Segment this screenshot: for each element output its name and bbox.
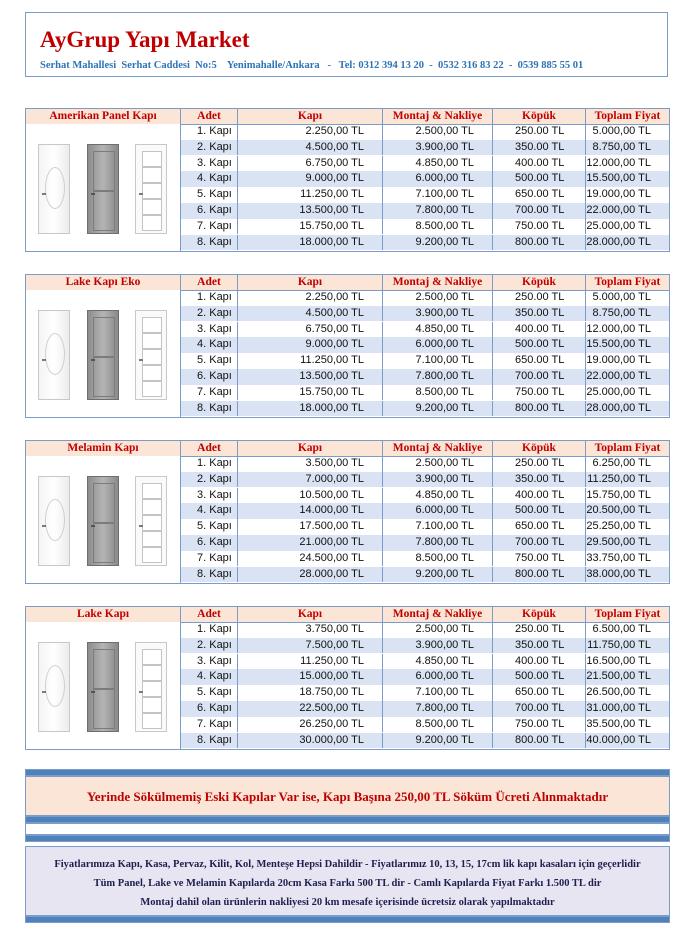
cell-total-price: 15.500,00 TL	[586, 338, 651, 351]
table-row	[181, 203, 669, 219]
cell-kopuk-price: 500.00 TL	[493, 337, 586, 353]
column-header: Kapı	[238, 275, 383, 290]
cell-adet: 5. Kapı	[181, 519, 238, 535]
store-header	[25, 12, 668, 77]
cell-kapi-price: 26.250,00 TL	[238, 717, 383, 733]
table-body	[181, 290, 669, 417]
cell-adet: 4. Kapı	[181, 669, 238, 685]
cell-montaj-price: 3.900,00 TL	[383, 140, 493, 156]
cell-adet: 1. Kapı	[181, 622, 238, 638]
cell-total-price: 28.000,00 TL	[586, 401, 651, 414]
table-row	[181, 290, 669, 306]
table-header-row	[26, 275, 669, 291]
cell-total-price: 8.750,00 TL	[592, 140, 651, 153]
cell-total-price: 29.500,00 TL	[586, 536, 651, 548]
cell-kopuk-price: 400.00 TL	[493, 654, 586, 670]
cell-montaj-price: 8.500,00 TL	[383, 717, 493, 733]
cell-kapi-price: 14.000,00 TL	[238, 503, 383, 519]
cell-total-price: 21.500,00 TL	[586, 670, 651, 683]
table-body	[181, 124, 669, 251]
cell-kapi-price: 15.750,00 TL	[238, 219, 383, 235]
cell-total-price: 5.000,00 TL	[592, 291, 651, 303]
cell-adet: 4. Kapı	[181, 503, 238, 519]
cell-montaj-price: 4.850,00 TL	[383, 322, 493, 338]
info-line: Tüm Panel, Lake ve Melamin Kapılarda 20cm Kasa Farkı 500 TL dir - Camlı Kapılarda Fiyat Farkı 1.500 TL dir	[93, 878, 602, 889]
cell-total-price: 25.000,00 TL	[586, 385, 651, 398]
cell-total-price: 25.250,00 TL	[586, 520, 651, 533]
cell-kapi-price: 3.500,00 TL	[238, 456, 383, 472]
cell-kopuk-price: 400.00 TL	[493, 156, 586, 172]
info-box	[25, 846, 670, 916]
cell-adet: 1. Kapı	[181, 124, 238, 140]
cell-adet: 6. Kapı	[181, 701, 238, 717]
cell-kopuk-price: 500.00 TL	[493, 503, 586, 519]
cell-kapi-price: 11.250,00 TL	[238, 187, 383, 203]
column-header: Kapı	[238, 607, 383, 622]
cell-kopuk-price: 700.00 TL	[493, 369, 586, 385]
cell-kopuk-price: 800.00 TL	[493, 235, 586, 251]
price-table	[25, 440, 670, 584]
cell-kopuk-price: 650.00 TL	[493, 353, 586, 369]
cell-kopuk-price: 750.00 TL	[493, 385, 586, 401]
cell-kopuk-price: 350.00 TL	[493, 140, 586, 156]
table-row	[181, 322, 669, 338]
cell-adet: 2. Kapı	[181, 306, 238, 322]
cell-adet: 5. Kapı	[181, 187, 238, 203]
price-table	[25, 274, 670, 418]
divider-band	[25, 916, 670, 923]
table-row	[181, 219, 669, 235]
cell-adet: 8. Kapı	[181, 235, 238, 251]
white-door-image	[38, 476, 70, 566]
cell-montaj-price: 8.500,00 TL	[383, 385, 493, 401]
cell-montaj-price: 2.500,00 TL	[383, 290, 493, 306]
grey-door-image	[87, 476, 119, 566]
column-header: Toplam Fiyat	[594, 442, 661, 454]
product-name: Amerikan Panel Kapı	[26, 109, 181, 124]
cell-total-price: 12.000,00 TL	[586, 156, 651, 169]
white-door-image	[38, 310, 70, 400]
table-header-row	[26, 441, 669, 457]
cell-kapi-price: 7.000,00 TL	[238, 472, 383, 488]
cell-kopuk-price: 800.00 TL	[493, 733, 586, 749]
cell-kapi-price: 28.000,00 TL	[238, 567, 383, 583]
table-row	[181, 638, 669, 654]
store-title: AyGrup Yapı Market	[40, 27, 250, 52]
cell-montaj-price: 7.800,00 TL	[383, 369, 493, 385]
cell-montaj-price: 6.000,00 TL	[383, 669, 493, 685]
table-row	[181, 622, 669, 638]
cell-kopuk-price: 650.00 TL	[493, 685, 586, 701]
price-table	[25, 108, 670, 252]
table-row	[181, 337, 669, 353]
cell-montaj-price: 7.100,00 TL	[383, 187, 493, 203]
grey-door-image	[87, 642, 119, 732]
cell-montaj-price: 9.200,00 TL	[383, 235, 493, 251]
cell-montaj-price: 7.800,00 TL	[383, 203, 493, 219]
table-row	[181, 717, 669, 733]
cell-kopuk-price: 650.00 TL	[493, 519, 586, 535]
cell-kapi-price: 30.000,00 TL	[238, 733, 383, 749]
info-line: Fiyatlarımıza Kapı, Kasa, Pervaz, Kilit, Kol, Menteşe Hepsi Dahildir - Fiyatlarımız 10, 13, 15, 17cm lik kapı kasaları için geçerlidir	[54, 859, 641, 870]
glass-door-image	[135, 642, 167, 732]
cell-adet: 1. Kapı	[181, 290, 238, 306]
cell-kapi-price: 2.250,00 TL	[238, 124, 383, 140]
column-header: Adet	[181, 275, 238, 290]
cell-adet: 6. Kapı	[181, 369, 238, 385]
glass-door-image	[135, 144, 167, 234]
cell-adet: 8. Kapı	[181, 567, 238, 583]
cell-kapi-price: 9.000,00 TL	[238, 171, 383, 187]
cell-total-price: 22.000,00 TL	[586, 370, 651, 382]
table-row	[181, 401, 669, 417]
cell-montaj-price: 8.500,00 TL	[383, 219, 493, 235]
column-header: Kapı	[238, 441, 383, 456]
column-header: Adet	[181, 441, 238, 456]
cell-kapi-price: 22.500,00 TL	[238, 701, 383, 717]
cell-kapi-price: 4.500,00 TL	[238, 306, 383, 322]
cell-adet: 3. Kapı	[181, 156, 238, 172]
cell-kapi-price: 21.000,00 TL	[238, 535, 383, 551]
cell-total-price: 11.750,00 TL	[587, 638, 651, 651]
cell-montaj-price: 7.800,00 TL	[383, 701, 493, 717]
cell-kapi-price: 13.500,00 TL	[238, 369, 383, 385]
divider-band	[25, 835, 670, 842]
cell-montaj-price: 9.200,00 TL	[383, 733, 493, 749]
table-row	[181, 472, 669, 488]
cell-adet: 6. Kapı	[181, 203, 238, 219]
cell-kapi-price: 10.500,00 TL	[238, 488, 383, 504]
cell-kopuk-price: 750.00 TL	[493, 551, 586, 567]
column-header: Toplam Fiyat	[594, 110, 661, 122]
column-header: Montaj & Nakliye	[383, 275, 493, 290]
table-row	[181, 235, 669, 251]
table-row	[181, 654, 669, 670]
cell-kapi-price: 18.000,00 TL	[238, 401, 383, 417]
door-images	[26, 124, 181, 251]
cell-montaj-price: 4.850,00 TL	[383, 156, 493, 172]
grey-door-image	[87, 310, 119, 400]
table-body	[181, 456, 669, 583]
cell-total-price: 11.250,00 TL	[587, 472, 651, 485]
info-line: Montaj dahil olan ürünlerin nakliyesi 20 km mesafe içerisinde ücretsiz olarak yapılmaktadır	[140, 897, 555, 908]
cell-adet: 6. Kapı	[181, 535, 238, 551]
column-header: Köpük	[493, 607, 586, 622]
cell-adet: 2. Kapı	[181, 472, 238, 488]
column-header: Köpük	[493, 275, 586, 290]
cell-kopuk-price: 250.00 TL	[493, 456, 586, 472]
cell-kapi-price: 18.750,00 TL	[238, 685, 383, 701]
table-row	[181, 369, 669, 385]
table-header-row	[26, 109, 669, 125]
cell-kopuk-price: 250.00 TL	[493, 124, 586, 140]
column-header: Montaj & Nakliye	[383, 441, 493, 456]
cell-kopuk-price: 350.00 TL	[493, 638, 586, 654]
column-header: Adet	[181, 607, 238, 622]
table-row	[181, 306, 669, 322]
column-header: Köpük	[493, 441, 586, 456]
cell-montaj-price: 2.500,00 TL	[383, 124, 493, 140]
cell-kapi-price: 7.500,00 TL	[238, 638, 383, 654]
cell-kopuk-price: 350.00 TL	[493, 306, 586, 322]
cell-montaj-price: 2.500,00 TL	[383, 622, 493, 638]
cell-total-price: 15.750,00 TL	[586, 488, 651, 501]
cell-adet: 3. Kapı	[181, 322, 238, 338]
column-header: Toplam Fiyat	[594, 608, 661, 620]
divider-band	[25, 823, 670, 835]
cell-adet: 3. Kapı	[181, 488, 238, 504]
cell-kapi-price: 18.000,00 TL	[238, 235, 383, 251]
cell-total-price: 35.500,00 TL	[586, 717, 651, 730]
store-address: Serhat Mahallesi Serhat Caddesi No:5 Yenimahalle/Ankara - Tel: 0312 394 13 20 - 0532 316 83 22 - 0539 885 55 01	[40, 60, 584, 71]
cell-kopuk-price: 750.00 TL	[493, 219, 586, 235]
door-images	[26, 622, 181, 749]
cell-kapi-price: 15.000,00 TL	[238, 669, 383, 685]
cell-montaj-price: 6.000,00 TL	[383, 503, 493, 519]
table-row	[181, 551, 669, 567]
cell-montaj-price: 7.100,00 TL	[383, 685, 493, 701]
table-row	[181, 519, 669, 535]
cell-total-price: 28.000,00 TL	[586, 235, 651, 248]
table-row	[181, 187, 669, 203]
product-name: Melamin Kapı	[26, 441, 181, 456]
table-row	[181, 669, 669, 685]
table-body	[181, 622, 669, 749]
cell-kopuk-price: 750.00 TL	[493, 717, 586, 733]
cell-kopuk-price: 500.00 TL	[493, 669, 586, 685]
column-header: Montaj & Nakliye	[383, 607, 493, 622]
cell-kopuk-price: 700.00 TL	[493, 701, 586, 717]
cell-total-price: 19.000,00 TL	[586, 354, 651, 367]
cell-adet: 4. Kapı	[181, 171, 238, 187]
cell-total-price: 25.000,00 TL	[586, 219, 651, 232]
cell-total-price: 26.500,00 TL	[586, 686, 651, 699]
glass-door-image	[135, 476, 167, 566]
glass-door-image	[135, 310, 167, 400]
table-row	[181, 353, 669, 369]
column-header: Kapı	[238, 109, 383, 124]
cell-montaj-price: 3.900,00 TL	[383, 306, 493, 322]
cell-total-price: 22.000,00 TL	[586, 204, 651, 216]
cell-adet: 1. Kapı	[181, 456, 238, 472]
table-row	[181, 385, 669, 401]
cell-total-price: 15.500,00 TL	[586, 172, 651, 185]
cell-adet: 8. Kapı	[181, 401, 238, 417]
cell-kopuk-price: 400.00 TL	[493, 322, 586, 338]
cell-kopuk-price: 800.00 TL	[493, 401, 586, 417]
cell-kapi-price: 6.750,00 TL	[238, 156, 383, 172]
cell-total-price: 6.500,00 TL	[592, 623, 651, 635]
cell-kopuk-price: 250.00 TL	[493, 290, 586, 306]
door-images	[26, 456, 181, 583]
cell-total-price: 6.250,00 TL	[592, 457, 651, 469]
product-name: Lake Kapı	[26, 607, 181, 622]
cell-kapi-price: 9.000,00 TL	[238, 337, 383, 353]
column-header: Toplam Fiyat	[594, 276, 661, 288]
table-row	[181, 685, 669, 701]
divider-band	[25, 816, 670, 823]
cell-montaj-price: 3.900,00 TL	[383, 472, 493, 488]
cell-kapi-price: 13.500,00 TL	[238, 203, 383, 219]
cell-montaj-price: 7.100,00 TL	[383, 519, 493, 535]
white-door-image	[38, 144, 70, 234]
column-header: Adet	[181, 109, 238, 124]
cell-montaj-price: 3.900,00 TL	[383, 638, 493, 654]
cell-kapi-price: 3.750,00 TL	[238, 622, 383, 638]
table-row	[181, 171, 669, 187]
cell-adet: 7. Kapı	[181, 551, 238, 567]
cell-kapi-price: 2.250,00 TL	[238, 290, 383, 306]
cell-adet: 7. Kapı	[181, 717, 238, 733]
cell-montaj-price: 4.850,00 TL	[383, 654, 493, 670]
cell-total-price: 38.000,00 TL	[586, 567, 651, 580]
cell-adet: 5. Kapı	[181, 353, 238, 369]
table-row	[181, 567, 669, 583]
cell-montaj-price: 9.200,00 TL	[383, 567, 493, 583]
cell-kopuk-price: 350.00 TL	[493, 472, 586, 488]
cell-adet: 2. Kapı	[181, 638, 238, 654]
cell-montaj-price: 7.800,00 TL	[383, 535, 493, 551]
cell-kapi-price: 24.500,00 TL	[238, 551, 383, 567]
cell-kopuk-price: 400.00 TL	[493, 488, 586, 504]
column-header: Köpük	[493, 109, 586, 124]
cell-total-price: 5.000,00 TL	[592, 125, 651, 137]
cell-total-price: 8.750,00 TL	[592, 306, 651, 319]
cell-montaj-price: 6.000,00 TL	[383, 171, 493, 187]
cell-total-price: 31.000,00 TL	[586, 702, 651, 714]
cell-kopuk-price: 700.00 TL	[493, 535, 586, 551]
cell-montaj-price: 2.500,00 TL	[383, 456, 493, 472]
cell-kapi-price: 11.250,00 TL	[238, 353, 383, 369]
cell-montaj-price: 4.850,00 TL	[383, 488, 493, 504]
cell-montaj-price: 9.200,00 TL	[383, 401, 493, 417]
table-row	[181, 156, 669, 172]
table-row	[181, 488, 669, 504]
cell-total-price: 20.500,00 TL	[586, 504, 651, 517]
cell-kapi-price: 15.750,00 TL	[238, 385, 383, 401]
cell-total-price: 16.500,00 TL	[586, 654, 651, 667]
cell-total-price: 40.000,00 TL	[586, 733, 651, 746]
cell-kapi-price: 6.750,00 TL	[238, 322, 383, 338]
table-row	[181, 456, 669, 472]
cell-adet: 8. Kapı	[181, 733, 238, 749]
column-header: Montaj & Nakliye	[383, 109, 493, 124]
table-header-row	[26, 607, 669, 623]
door-images	[26, 290, 181, 417]
price-table	[25, 606, 670, 750]
table-row	[181, 733, 669, 749]
cell-kapi-price: 17.500,00 TL	[238, 519, 383, 535]
table-row	[181, 535, 669, 551]
table-row	[181, 140, 669, 156]
cell-kopuk-price: 800.00 TL	[493, 567, 586, 583]
cell-kopuk-price: 650.00 TL	[493, 187, 586, 203]
cell-kapi-price: 11.250,00 TL	[238, 654, 383, 670]
cell-adet: 5. Kapı	[181, 685, 238, 701]
cell-kopuk-price: 500.00 TL	[493, 171, 586, 187]
cell-adet: 2. Kapı	[181, 140, 238, 156]
cell-adet: 7. Kapı	[181, 219, 238, 235]
cell-total-price: 12.000,00 TL	[586, 322, 651, 335]
cell-adet: 7. Kapı	[181, 385, 238, 401]
cell-adet: 4. Kapı	[181, 337, 238, 353]
table-row	[181, 503, 669, 519]
cell-total-price: 33.750,00 TL	[586, 551, 651, 564]
grey-door-image	[87, 144, 119, 234]
cell-montaj-price: 8.500,00 TL	[383, 551, 493, 567]
cell-adet: 3. Kapı	[181, 654, 238, 670]
table-row	[181, 701, 669, 717]
table-row	[181, 124, 669, 140]
cell-montaj-price: 6.000,00 TL	[383, 337, 493, 353]
cell-kapi-price: 4.500,00 TL	[238, 140, 383, 156]
cell-montaj-price: 7.100,00 TL	[383, 353, 493, 369]
cell-kopuk-price: 700.00 TL	[493, 203, 586, 219]
cell-total-price: 19.000,00 TL	[586, 188, 651, 201]
cell-kopuk-price: 250.00 TL	[493, 622, 586, 638]
removal-fee-notice: Yerinde Sökülmemiş Eski Kapılar Var ise, Kapı Başına 250,00 TL Söküm Ücreti Alınmaktadır	[25, 776, 670, 816]
white-door-image	[38, 642, 70, 732]
divider-band	[25, 769, 670, 776]
product-name: Lake Kapı Eko	[26, 275, 181, 290]
